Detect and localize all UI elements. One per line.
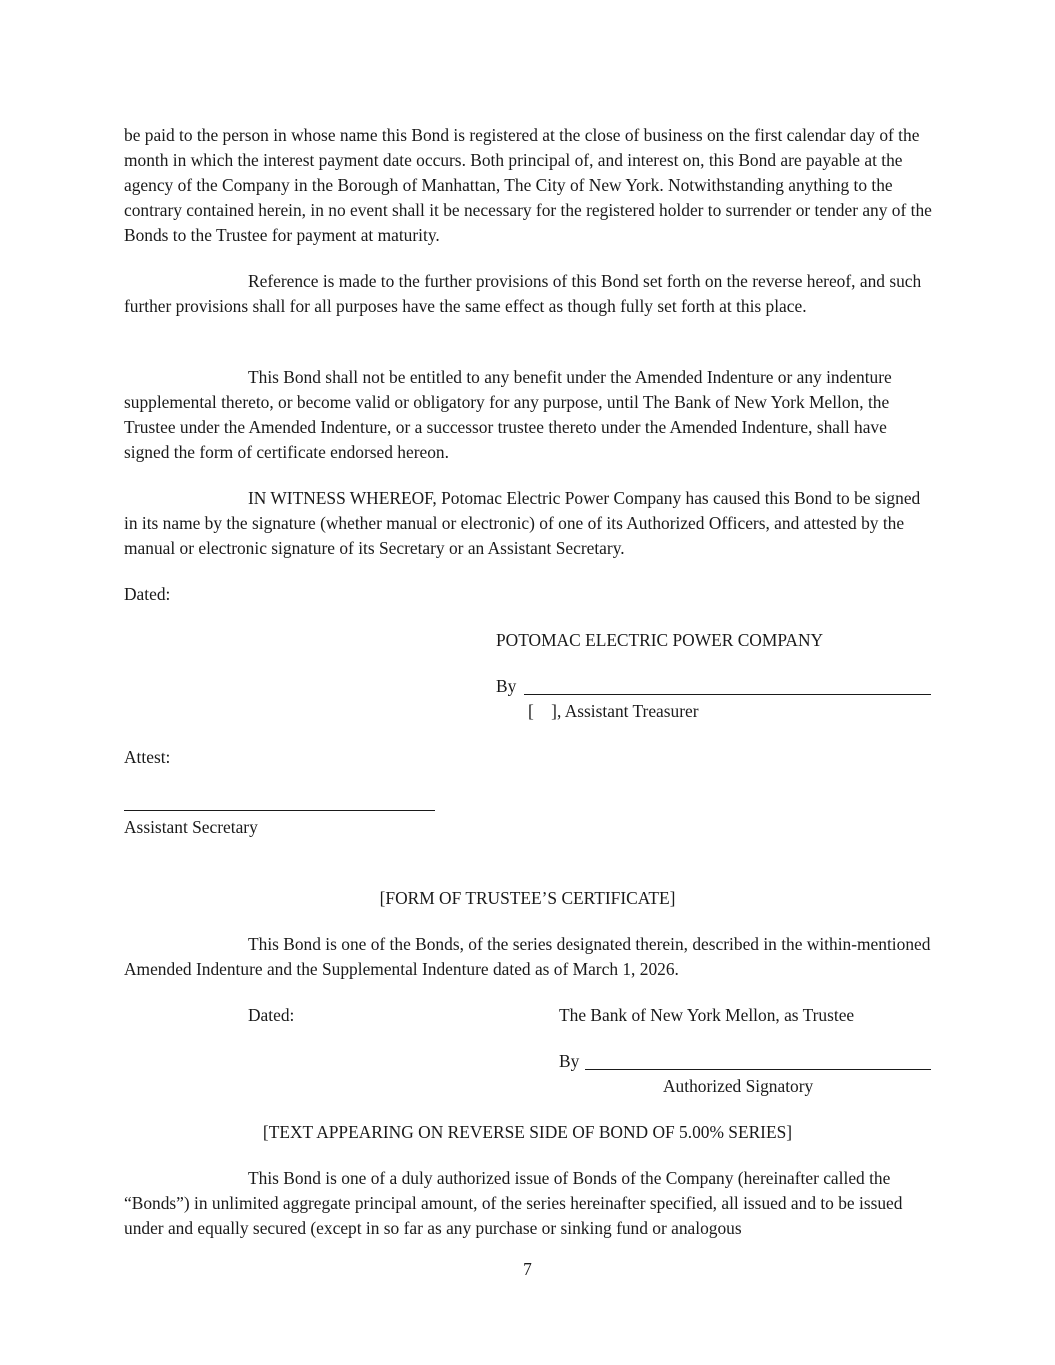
trustee-certificate-body — [124, 932, 934, 982]
dated-label: Dated: — [124, 584, 171, 604]
trustee-dated-label: Dated: — [248, 1005, 295, 1025]
trustee-name: The Bank of New York Mellon, as Trustee — [559, 1005, 855, 1025]
attest-signature-line — [124, 810, 435, 811]
trustee-signature-line — [585, 1069, 931, 1070]
paragraph-text: This Bond is one of a duly authorized issue of Bonds of the Company (hereinafter called the “Bonds”) in unlimited aggregate principal amount, of the series hereinafter specified, all issued and to be issued under and equally secured (except in so far as any purchase or sinking fund or analogous — [124, 1168, 903, 1238]
company-name: POTOMAC ELECTRIC POWER COMPANY — [496, 630, 824, 650]
trustee-certificate-heading: [FORM OF TRUSTEE’S CERTIFICATE] — [379, 888, 676, 908]
paragraph-trustee-authentication — [124, 365, 934, 465]
trustee-by-label: By — [559, 1051, 580, 1071]
page-number: 7 — [523, 1259, 532, 1279]
authorized-signatory-title: Authorized Signatory — [663, 1076, 814, 1096]
signer-title: [ ], Assistant Treasurer — [528, 701, 699, 721]
reverse-side-body — [124, 1166, 934, 1241]
paragraph-reference-provisions — [124, 269, 934, 319]
by-label: By — [496, 676, 517, 696]
paragraph-text: IN WITNESS WHEREOF, Potomac Electric Power Company has caused this Bond to be signed in its name by the signature (whether manual or electronic) of one of its Authorized Officers, and attested by the manual or electronic signature of its Secretary or an Assistant Secretary. — [124, 488, 921, 558]
company-signature-line — [524, 694, 931, 695]
attest-title: Assistant Secretary — [124, 817, 258, 837]
paragraph-in-witness — [124, 486, 934, 561]
paragraph-text: Reference is made to the further provisions of this Bond set forth on the reverse hereof, and such further provisions shall for all purposes have the same effect as though fully set forth at this place. — [124, 271, 922, 316]
paragraph-payment-terms: be paid to the person in whose name this Bond is registered at the close of business on the first calendar day of the month in which the interest payment date occurs. Both principal of, and interest on, this Bond are payable at the agency of the Company in the Borough of Manhattan, The City of New York. Notwithstanding anything to the contrary contained herein, in no event shall it be necessary for the registered holder to surrender or tender any of the Bonds to the Trustee for payment at maturity. — [124, 125, 932, 245]
paragraph-text: This Bond shall not be entitled to any benefit under the Amended Indenture or any indenture supplemental thereto, or become valid or obligatory for any purpose, until The Bank of New York Mellon, the Trustee under the Amended Indenture, or a successor trustee thereto under the Amended Indenture, shall have signed the form of certificate endorsed hereon. — [124, 367, 892, 462]
paragraph-text: This Bond is one of the Bonds, of the series designated therein, described in the within-mentioned Amended Indenture and the Supplemental Indenture dated as of March 1, 2026. — [124, 934, 931, 979]
reverse-side-heading: [TEXT APPEARING ON REVERSE SIDE OF BOND OF 5.00% SERIES] — [262, 1122, 793, 1142]
attest-label: Attest: — [124, 747, 171, 767]
